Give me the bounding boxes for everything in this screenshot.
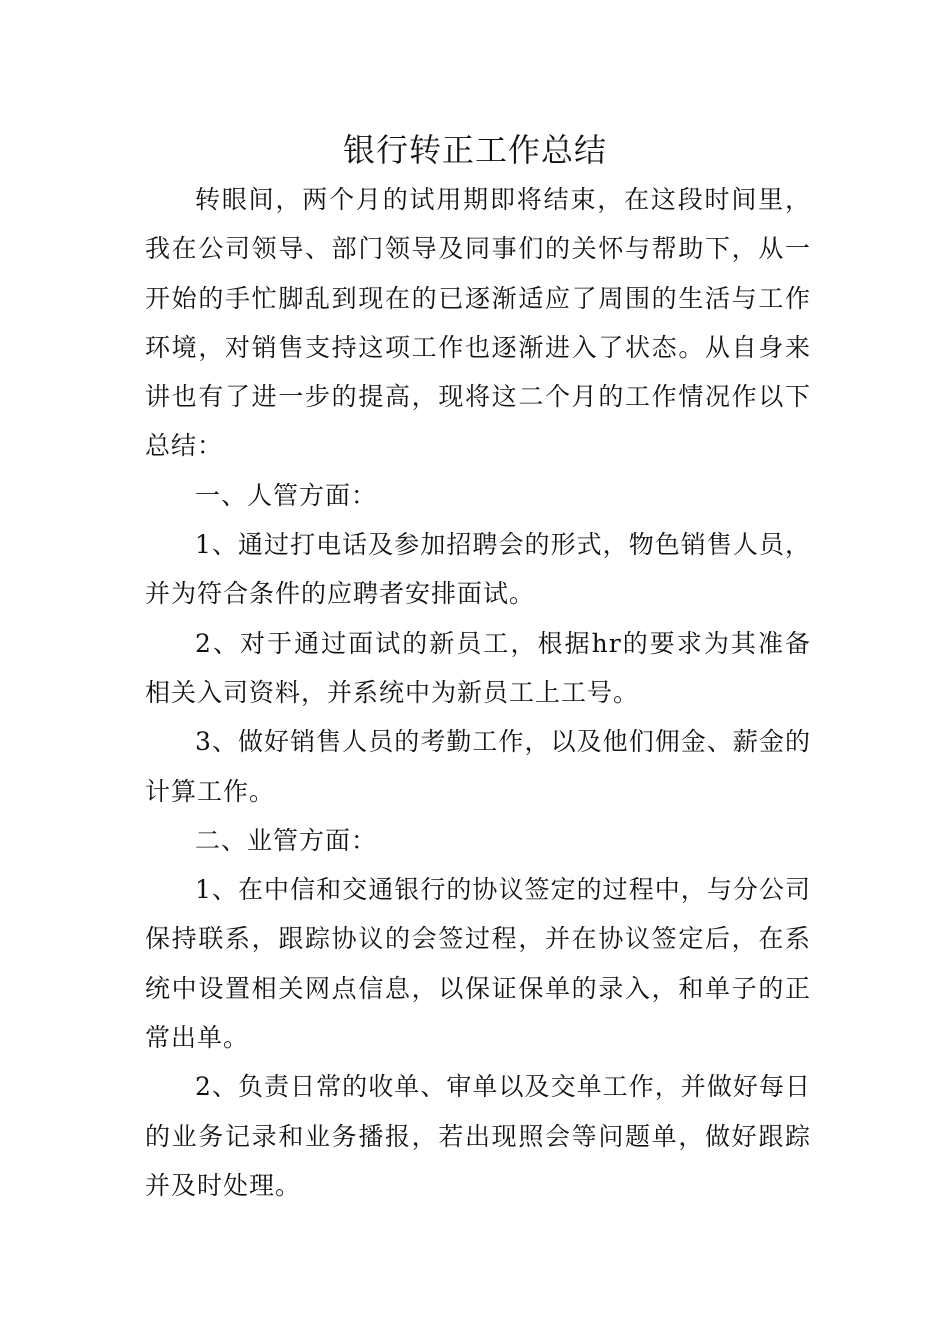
document-body <box>145 175 811 1210</box>
document-title: 银行转正工作总结 <box>342 131 607 169</box>
paragraph-business-1: 1、在中信和交通银行的协议签定的过程中，与分公司保持联系，跟踪协议的会签过程，并在协议签定后，在系统中设置相关网点信息，以保证保单的录入，和单子的正常出单。 <box>145 875 811 1053</box>
paragraph-personnel-3: 3、做好销售人员的考勤工作，以及他们佣金、薪金的计算工作。 <box>145 727 811 806</box>
paragraph-personnel-1: 1、通过打电话及参加招聘会的形式，物色销售人员，并为符合条件的应聘者安排面试。 <box>145 530 811 609</box>
paragraph-business-2: 2、负责日常的收单、审单以及交单工作，并做好每日的业务记录和业务播报，若出现照会等问题单，做好跟踪并及时处理。 <box>145 1072 811 1200</box>
section-heading-personnel: 一、人管方面： <box>195 480 378 510</box>
paragraph-intro: 转眼间，两个月的试用期即将结束，在这段时间里，我在公司领导、部门领导及同事们的关怀与帮助下，从一开始的手忙脚乱到现在的已逐渐适应了周围的生活与工作环境，对销售支持这项工作也逐渐进入了状态。从自身来讲也有了进一步的提高，现将这二个月的工作情况作以下总结： <box>145 185 811 461</box>
paragraph-personnel-2: 2、对于通过面试的新员工，根据hr的要求为其准备相关入司资料，并系统中为新员工上工号。 <box>145 628 811 707</box>
section-heading-business: 二、业管方面： <box>195 825 378 855</box>
